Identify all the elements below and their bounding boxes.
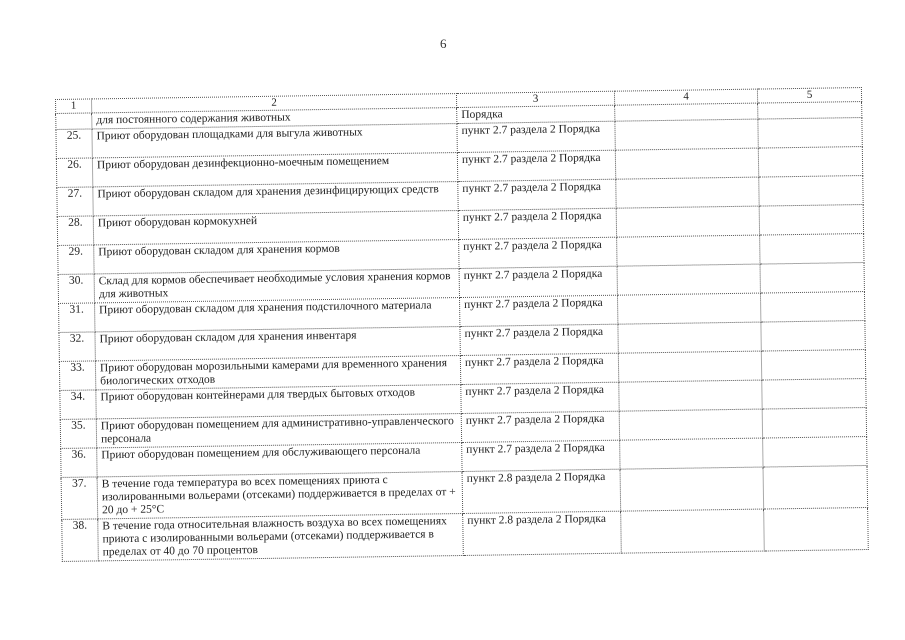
requirement-cell: для постоянного содержания животных bbox=[92, 108, 457, 129]
answer-cell bbox=[615, 148, 758, 179]
row-number-cell: 33. bbox=[59, 361, 95, 391]
row-number-cell: 37. bbox=[61, 477, 98, 520]
note-cell bbox=[759, 205, 863, 236]
note-cell bbox=[763, 436, 867, 467]
note-cell bbox=[764, 507, 869, 551]
requirement-cell: Приют оборудован помещением для административно-управленческого персонала bbox=[96, 414, 461, 448]
checklist-sheet bbox=[55, 87, 868, 562]
answer-cell bbox=[617, 235, 760, 266]
requirement-cell: Склад для кормов обеспечивает необходимые условия хранения кормов для животных bbox=[94, 269, 459, 303]
reference-cell: пункт 2.7 раздела 2 Порядка bbox=[458, 208, 616, 239]
reference-cell: пункт 2.7 раздела 2 Порядка bbox=[457, 150, 615, 181]
requirement-cell: Приют оборудован складом для хранения дезинфицирующих средств bbox=[93, 182, 458, 216]
answer-cell bbox=[615, 119, 758, 150]
requirement-cell: Приют оборудован складом для хранения подстилочного материала bbox=[95, 298, 460, 332]
requirement-cell: Приют оборудован дезинфекционно-моечным помещением bbox=[92, 153, 457, 187]
reference-cell: пункт 2.7 раздела 2 Порядка bbox=[460, 353, 618, 384]
header-col-4: 4 bbox=[614, 89, 757, 105]
row-number-cell: 32. bbox=[59, 332, 95, 362]
note-cell bbox=[761, 350, 865, 381]
answer-cell bbox=[619, 380, 762, 411]
note-cell bbox=[760, 292, 864, 323]
answer-cell bbox=[616, 206, 759, 237]
requirement-cell: Приют оборудован кормокухней bbox=[93, 211, 458, 245]
note-cell bbox=[759, 176, 863, 207]
row-number-cell: 38. bbox=[62, 519, 99, 562]
reference-cell: пункт 2.7 раздела 2 Порядка bbox=[460, 324, 618, 355]
note-cell bbox=[762, 379, 866, 410]
reference-cell: пункт 2.7 раздела 2 Порядка bbox=[459, 237, 617, 268]
reference-cell: пункт 2.7 раздела 2 Порядка bbox=[458, 179, 616, 210]
reference-cell: пункт 2.7 раздела 2 Порядка bbox=[461, 411, 619, 442]
answer-cell bbox=[621, 509, 765, 553]
answer-cell bbox=[620, 438, 763, 469]
reference-cell: пункт 2.7 раздела 2 Порядка bbox=[462, 440, 620, 471]
row-number-cell: 26. bbox=[56, 158, 92, 188]
answer-cell bbox=[616, 177, 759, 208]
row-number-cell: 27. bbox=[57, 187, 93, 217]
requirement-cell: Приют оборудован складом для хранения инвентаря bbox=[95, 327, 460, 361]
reference-cell: пункт 2.7 раздела 2 Порядка bbox=[459, 266, 617, 297]
row-number-cell bbox=[56, 113, 92, 130]
row-number-cell: 34. bbox=[60, 390, 96, 420]
reference-cell: пункт 2.8 раздела 2 Порядка bbox=[463, 511, 622, 555]
row-number-cell: 28. bbox=[57, 216, 93, 246]
row-number-cell: 30. bbox=[58, 274, 94, 304]
answer-cell bbox=[620, 467, 764, 511]
reference-cell: пункт 2.7 раздела 2 Порядка bbox=[457, 121, 615, 152]
row-number-cell: 31. bbox=[59, 303, 95, 333]
requirement-cell: Приют оборудован контейнерами для твердых бытовых отходов bbox=[96, 385, 461, 419]
answer-cell bbox=[617, 293, 760, 324]
answer-cell bbox=[619, 409, 762, 440]
note-cell bbox=[761, 321, 865, 352]
reference-cell: пункт 2.7 раздела 2 Порядка bbox=[459, 295, 617, 326]
header-col-3: 3 bbox=[456, 91, 614, 107]
row-number-cell: 25. bbox=[56, 129, 92, 159]
note-cell bbox=[762, 408, 866, 439]
answer-cell bbox=[617, 264, 760, 295]
note-cell bbox=[763, 465, 868, 509]
note-cell bbox=[760, 263, 864, 294]
reference-cell: Порядка bbox=[457, 105, 615, 123]
header-col-1: 1 bbox=[56, 99, 92, 114]
row-number-cell: 35. bbox=[60, 419, 96, 449]
note-cell bbox=[758, 118, 862, 149]
checklist-table bbox=[55, 87, 869, 562]
header-col-2: 2 bbox=[92, 94, 457, 113]
answer-cell bbox=[618, 322, 761, 353]
answer-cell bbox=[618, 351, 761, 382]
row-number-cell: 36. bbox=[61, 448, 97, 478]
requirement-cell: Приют оборудован морозильными камерами для временного хранения биологических отходов bbox=[95, 356, 460, 390]
requirement-cell: В течение года относительная влажность воздуха во всех помещениях приюта с изолированными вольерами (отсеками) поддерживается в пределах от 40 до 70 процентов bbox=[98, 513, 464, 560]
requirement-cell: Приют оборудован площадками для выгула животных bbox=[92, 124, 457, 158]
reference-cell: пункт 2.8 раздела 2 Порядка bbox=[462, 469, 621, 513]
note-cell bbox=[758, 147, 862, 178]
requirement-cell: В течение года температура во всех помещениях приюта с изолированными вольерами (отсеками) поддерживается в пределах от + 20 до + 25°C bbox=[97, 472, 463, 519]
row-number-cell: 29. bbox=[58, 245, 94, 275]
page-number: 6 bbox=[440, 36, 447, 51]
note-cell bbox=[760, 234, 864, 265]
header-col-5: 5 bbox=[757, 88, 861, 104]
note-cell bbox=[758, 102, 862, 120]
requirement-cell: Приют оборудован помещением для обслуживающего персонала bbox=[97, 443, 462, 477]
reference-cell: пункт 2.7 раздела 2 Порядка bbox=[461, 382, 619, 413]
requirement-cell: Приют оборудован складом для хранения кормов bbox=[94, 240, 459, 274]
